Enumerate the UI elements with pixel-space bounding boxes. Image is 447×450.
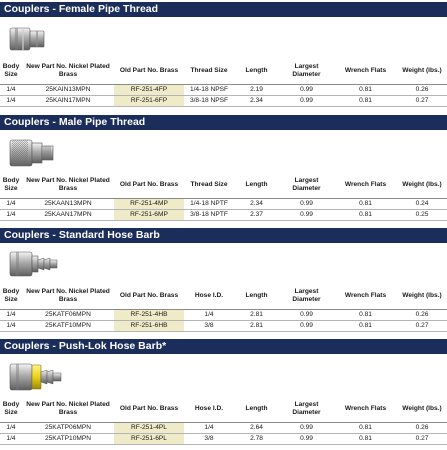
col-old-part: Old Part No. Brass bbox=[114, 59, 184, 84]
coupler-push-lok-hose-barb-image bbox=[8, 358, 64, 396]
cell: 0.99 bbox=[279, 95, 334, 106]
table-row bbox=[0, 320, 447, 331]
cell: 3/8-18 NPSF bbox=[184, 95, 234, 106]
col-weight: Weight (lbs.) bbox=[397, 59, 447, 84]
coupler-standard-hose-barb-image bbox=[8, 246, 60, 282]
section-title: Couplers - Male Pipe Thread bbox=[0, 115, 447, 130]
cell: RF-251-6MP bbox=[114, 209, 184, 220]
col-body-size: Body Size bbox=[0, 59, 22, 84]
section-title: Couplers - Female Pipe Thread bbox=[0, 2, 447, 17]
col-wrench-flats: Wrench Flats bbox=[334, 59, 397, 84]
cell: 0.27 bbox=[397, 433, 447, 444]
cell: 2.34 bbox=[234, 95, 279, 106]
section-male-pipe-thread bbox=[0, 115, 447, 227]
col-wrench-flats: Wrench Flats bbox=[334, 397, 397, 422]
table-row bbox=[0, 198, 447, 209]
col-old-part: Old Part No. Brass bbox=[114, 397, 184, 422]
col-new-part: New Part No. Nickel Plated Brass bbox=[22, 173, 114, 198]
cell: 1/4 bbox=[184, 422, 234, 433]
col-wrench-flats: Wrench Flats bbox=[334, 173, 397, 198]
table-row bbox=[0, 433, 447, 444]
section-female-pipe-thread bbox=[0, 2, 447, 114]
section-push-lok-hose-barb bbox=[0, 339, 447, 450]
col-body-size: Body Size bbox=[0, 284, 22, 309]
cell: 0.99 bbox=[279, 433, 334, 444]
cell: 2.81 bbox=[234, 309, 279, 320]
section-standard-hose-barb bbox=[0, 228, 447, 338]
cell: 0.81 bbox=[334, 95, 397, 106]
cell: RF-251-4PL bbox=[114, 422, 184, 433]
cell: 3/8 bbox=[184, 320, 234, 331]
cell: 0.99 bbox=[279, 198, 334, 209]
col-length: Length bbox=[234, 59, 279, 84]
table-row bbox=[0, 84, 447, 95]
coupler-male-pipe-thread-image bbox=[8, 134, 56, 172]
col-hose-id: Hose I.D. bbox=[184, 397, 234, 422]
cell: 25KATF06MPN bbox=[22, 309, 114, 320]
cell: 0.27 bbox=[397, 320, 447, 331]
cell: 1/4 bbox=[0, 209, 22, 220]
cell: 2.78 bbox=[234, 433, 279, 444]
cell: 0.99 bbox=[279, 84, 334, 95]
col-length: Length bbox=[234, 173, 279, 198]
spec-table bbox=[0, 284, 447, 332]
table-row bbox=[0, 309, 447, 320]
cell: RF-251-4FP bbox=[114, 84, 184, 95]
col-length: Length bbox=[234, 284, 279, 309]
col-weight: Weight (lbs.) bbox=[397, 173, 447, 198]
cell: 1/4-18 NPSF bbox=[184, 84, 234, 95]
cell: 25KAIN17MPN bbox=[22, 95, 114, 106]
cell: 0.81 bbox=[334, 198, 397, 209]
cell: 0.81 bbox=[334, 209, 397, 220]
col-largest-diameter: Largest Diameter bbox=[279, 397, 334, 422]
table-row bbox=[0, 95, 447, 106]
cell: 1/4 bbox=[184, 309, 234, 320]
section-title: Couplers - Standard Hose Barb bbox=[0, 228, 447, 243]
cell: 0.81 bbox=[334, 84, 397, 95]
cell: 0.81 bbox=[334, 422, 397, 433]
cell: 0.25 bbox=[397, 209, 447, 220]
cell: 3/8-18 NPTF bbox=[184, 209, 234, 220]
col-body-size: Body Size bbox=[0, 397, 22, 422]
cell: 0.81 bbox=[334, 320, 397, 331]
table-row bbox=[0, 209, 447, 220]
cell: 25KATP06MPN bbox=[22, 422, 114, 433]
cell: 0.26 bbox=[397, 309, 447, 320]
cell: 0.99 bbox=[279, 320, 334, 331]
cell: RF-251-6PL bbox=[114, 433, 184, 444]
table-row bbox=[0, 422, 447, 433]
cell: 0.27 bbox=[397, 95, 447, 106]
col-new-part: New Part No. Nickel Plated Brass bbox=[22, 59, 114, 84]
spec-table bbox=[0, 397, 447, 445]
coupler-female-pipe-thread-image bbox=[8, 20, 48, 58]
col-largest-diameter: Largest Diameter bbox=[279, 173, 334, 198]
cell: 1/4 bbox=[0, 433, 22, 444]
col-thread-size: Thread Size bbox=[184, 59, 234, 84]
cell: 2.34 bbox=[234, 198, 279, 209]
cell: 0.81 bbox=[334, 309, 397, 320]
col-old-part: Old Part No. Brass bbox=[114, 173, 184, 198]
col-new-part: New Part No. Nickel Plated Brass bbox=[22, 284, 114, 309]
cell: 0.26 bbox=[397, 422, 447, 433]
cell: 1/4 bbox=[0, 309, 22, 320]
cell: 0.81 bbox=[334, 433, 397, 444]
cell: 1/4 bbox=[0, 84, 22, 95]
col-weight: Weight (lbs.) bbox=[397, 397, 447, 422]
cell: 0.99 bbox=[279, 422, 334, 433]
cell: 0.26 bbox=[397, 84, 447, 95]
col-new-part: New Part No. Nickel Plated Brass bbox=[22, 397, 114, 422]
cell: RF-251-6FP bbox=[114, 95, 184, 106]
cell: 3/8 bbox=[184, 433, 234, 444]
cell: 25KATF10MPN bbox=[22, 320, 114, 331]
cell: 25KAIN13MPN bbox=[22, 84, 114, 95]
col-thread-size: Thread Size bbox=[184, 173, 234, 198]
spec-table bbox=[0, 59, 447, 107]
cell: 2.81 bbox=[234, 320, 279, 331]
cell: 1/4 bbox=[0, 422, 22, 433]
col-largest-diameter: Largest Diameter bbox=[279, 284, 334, 309]
col-wrench-flats: Wrench Flats bbox=[334, 284, 397, 309]
cell: 1/4 bbox=[0, 95, 22, 106]
col-weight: Weight (lbs.) bbox=[397, 284, 447, 309]
cell: 25KAAN13MPN bbox=[22, 198, 114, 209]
col-body-size: Body Size bbox=[0, 173, 22, 198]
cell: 1/4-18 NPTF bbox=[184, 198, 234, 209]
col-length: Length bbox=[234, 397, 279, 422]
cell: 25KATP10MPN bbox=[22, 433, 114, 444]
cell: RF-251-4MP bbox=[114, 198, 184, 209]
cell: 2.64 bbox=[234, 422, 279, 433]
cell: 2.19 bbox=[234, 84, 279, 95]
cell: 0.99 bbox=[279, 209, 334, 220]
col-hose-id: Hose I.D. bbox=[184, 284, 234, 309]
cell: 2.37 bbox=[234, 209, 279, 220]
col-old-part: Old Part No. Brass bbox=[114, 284, 184, 309]
col-largest-diameter: Largest Diameter bbox=[279, 59, 334, 84]
cell: RF-251-4HB bbox=[114, 309, 184, 320]
cell: 0.24 bbox=[397, 198, 447, 209]
cell: 1/4 bbox=[0, 320, 22, 331]
cell: RF-251-6HB bbox=[114, 320, 184, 331]
section-title: Couplers - Push-Lok Hose Barb* bbox=[0, 339, 447, 354]
cell: 25KAAN17MPN bbox=[22, 209, 114, 220]
cell: 1/4 bbox=[0, 198, 22, 209]
cell: 0.99 bbox=[279, 309, 334, 320]
spec-table bbox=[0, 173, 447, 221]
